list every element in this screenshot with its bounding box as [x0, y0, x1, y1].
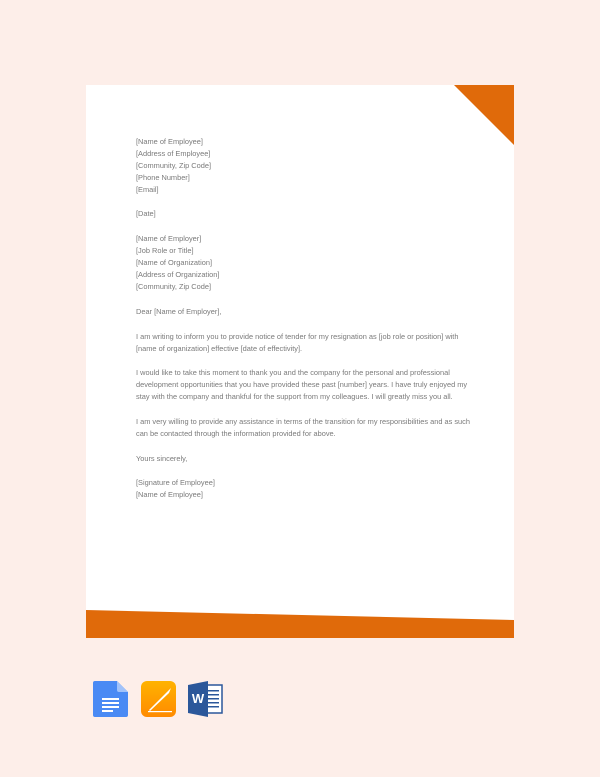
google-docs-icon[interactable]	[93, 681, 128, 717]
body-line: can be contacted through the information provided for above.	[136, 429, 336, 438]
sender-line: [Email]	[136, 185, 159, 194]
body-line: [name of organization] effective [date of effectivity].	[136, 344, 303, 353]
sender-line: [Address of Employee]	[136, 149, 211, 158]
word-letter: W	[191, 691, 205, 706]
sender-line: [Phone Number]	[136, 173, 190, 182]
signature-line: [Signature of Employee]	[136, 478, 215, 487]
signature-line: [Name of Employee]	[136, 490, 203, 499]
recipient-line: [Name of Employer]	[136, 234, 202, 243]
body-line: I would like to take this moment to thank you and the company for the personal and professional	[136, 368, 450, 377]
date-line: [Date]	[136, 209, 156, 218]
recipient-line: [Community, Zip Code]	[136, 282, 212, 291]
salutation: Dear [Name of Employer],	[136, 307, 222, 316]
apple-pages-icon[interactable]	[141, 681, 176, 717]
body-line: I am writing to inform you to provide notice of tender for my resignation as [job role or position] with	[136, 332, 459, 341]
body-line: I am very willing to provide any assistance in terms of the transition for my responsibilities and as such	[136, 417, 470, 426]
corner-decoration	[454, 85, 514, 145]
recipient-line: [Job Role or Title]	[136, 246, 194, 255]
ms-word-icon[interactable]	[188, 681, 223, 717]
body-line: development opportunities that you have provided these past [number] years. I have truly enjoyed my	[136, 380, 468, 389]
footer-band	[86, 610, 514, 638]
recipient-line: [Address of Organization]	[136, 270, 220, 279]
closing: Yours sincerely,	[136, 454, 188, 463]
sender-line: [Name of Employee]	[136, 137, 203, 146]
recipient-line: [Name of Organization]	[136, 258, 212, 267]
letter-preview	[86, 85, 514, 638]
sender-line: [Community, Zip Code]	[136, 161, 212, 170]
body-line: stay with the company and thankful for the support from my colleagues. I will greatly miss you all.	[136, 392, 453, 401]
